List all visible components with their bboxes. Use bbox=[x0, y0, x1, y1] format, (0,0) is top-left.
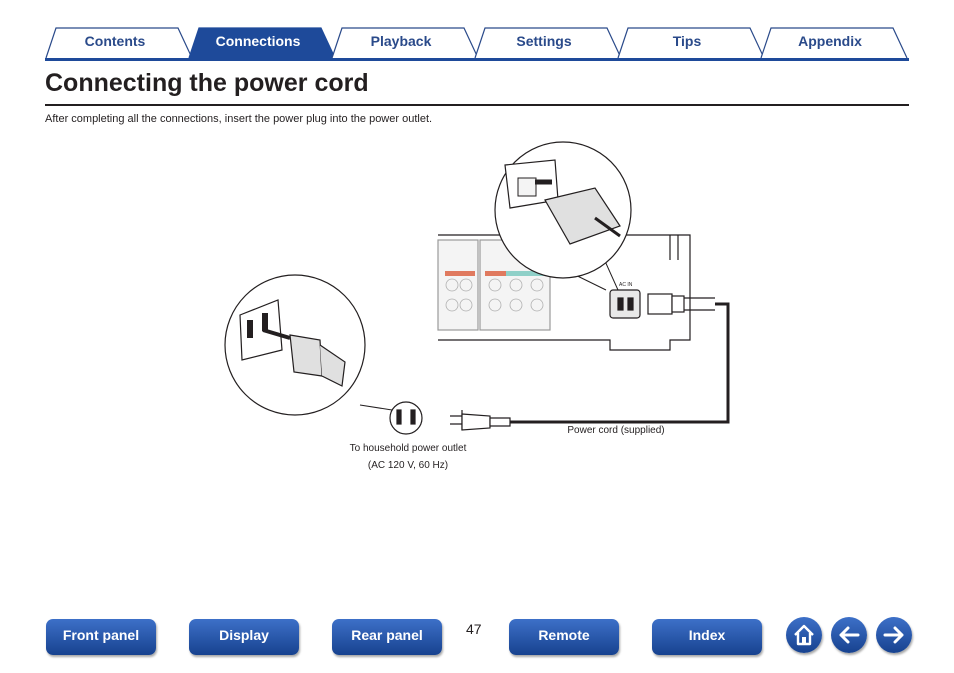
tab-bar bbox=[0, 0, 954, 64]
tab-playback[interactable]: Playback bbox=[370, 33, 432, 49]
ac-in-socket bbox=[610, 290, 640, 318]
rear-panel-button[interactable]: Rear panel bbox=[332, 619, 442, 655]
back-button[interactable] bbox=[831, 617, 867, 653]
page-number: 47 bbox=[466, 621, 482, 637]
cord-caption: Power cord (supplied) bbox=[567, 425, 665, 436]
page-title: Connecting the power cord bbox=[45, 69, 369, 97]
tab-connections[interactable]: Connections bbox=[215, 33, 301, 49]
receiver-plug bbox=[648, 294, 715, 314]
arrow-right-icon bbox=[876, 617, 912, 653]
household-outlet bbox=[390, 402, 422, 434]
intro-text: After completing all the connections, insert the power plug into the power outlet. bbox=[45, 113, 433, 125]
front-panel-button[interactable]: Front panel bbox=[46, 619, 156, 655]
tab-tips[interactable]: Tips bbox=[672, 33, 702, 49]
tab-appendix[interactable]: Appendix bbox=[798, 33, 862, 49]
home-button[interactable] bbox=[786, 617, 822, 653]
remote-button[interactable]: Remote bbox=[509, 619, 619, 655]
forward-button[interactable] bbox=[876, 617, 912, 653]
display-button[interactable]: Display bbox=[189, 619, 299, 655]
tab-settings[interactable]: Settings bbox=[516, 33, 572, 49]
tab-contents[interactable]: Contents bbox=[84, 33, 146, 49]
outlet-caption-line2: (AC 120 V, 60 Hz) bbox=[367, 460, 449, 471]
index-button[interactable]: Index bbox=[652, 619, 762, 655]
outlet-caption-line1: To household power outlet bbox=[349, 443, 467, 454]
tab-shapes bbox=[0, 0, 954, 64]
arrow-left-icon bbox=[831, 617, 867, 653]
wall-plug bbox=[450, 410, 510, 430]
outlet-detail-circle bbox=[225, 275, 392, 415]
title-divider bbox=[45, 104, 909, 106]
home-icon bbox=[786, 617, 822, 653]
ac-in-label: AC IN bbox=[619, 282, 633, 288]
